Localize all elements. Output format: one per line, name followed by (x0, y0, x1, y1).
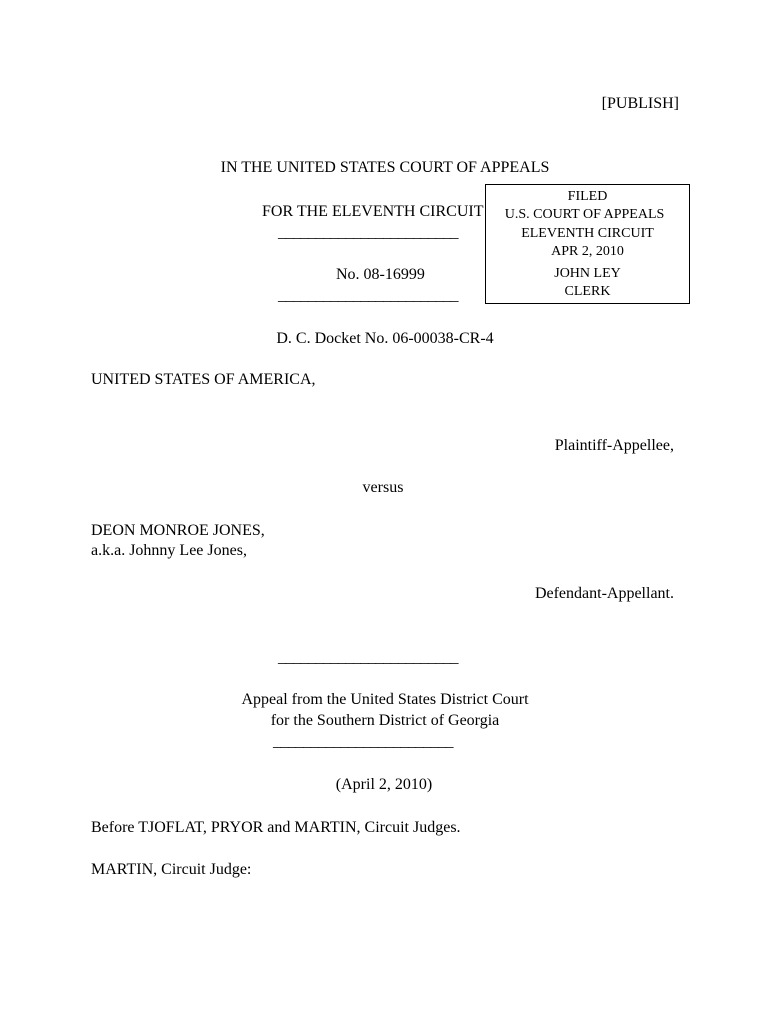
stamp-clerk-title: CLERK (564, 284, 611, 299)
separator-rule: ________________________ (278, 224, 458, 241)
docket-number: D. C. Docket No. 06-00038-CR-4 (276, 330, 494, 347)
filed-stamp (485, 184, 690, 304)
stamp-circuit: ELEVENTH CIRCUIT (521, 226, 654, 241)
appeal-line-1: Appeal from the United States District Court (241, 691, 529, 708)
defendant-name: DEON MONROE JONES, (91, 522, 265, 539)
defendant-role: Defendant-Appellant. (534, 585, 674, 602)
separator-rule: ________________________ (278, 649, 458, 666)
stamp-court: U.S. COURT OF APPEALS (504, 207, 665, 222)
stamp-clerk-name: JOHN LEY (554, 266, 621, 281)
separator-rule: ________________________ (273, 733, 453, 750)
stamp-filed: FILED (567, 189, 608, 204)
panel-judges: Before TJOFLAT, PRYOR and MARTIN, Circuit Judges. (91, 819, 461, 836)
circuit-name: FOR THE ELEVENTH CIRCUIT (262, 203, 484, 220)
case-number: No. 08-16999 (336, 266, 425, 283)
versus-label: versus (362, 479, 404, 496)
defendant-aka: a.k.a. Johnny Lee Jones, (91, 542, 247, 559)
plaintiff-role: Plaintiff-Appellee, (554, 437, 674, 454)
plaintiff-name: UNITED STATES OF AMERICA, (91, 371, 316, 388)
court-name: IN THE UNITED STATES COURT OF APPEALS (220, 159, 550, 176)
appeal-line-2: for the Southern District of Georgia (270, 712, 500, 729)
separator-rule: ________________________ (278, 287, 458, 304)
decision-date: (April 2, 2010) (335, 776, 433, 793)
stamp-date: APR 2, 2010 (551, 244, 624, 259)
opinion-author: MARTIN, Circuit Judge: (91, 861, 252, 878)
publish-tag: [PUBLISH] (601, 95, 679, 112)
